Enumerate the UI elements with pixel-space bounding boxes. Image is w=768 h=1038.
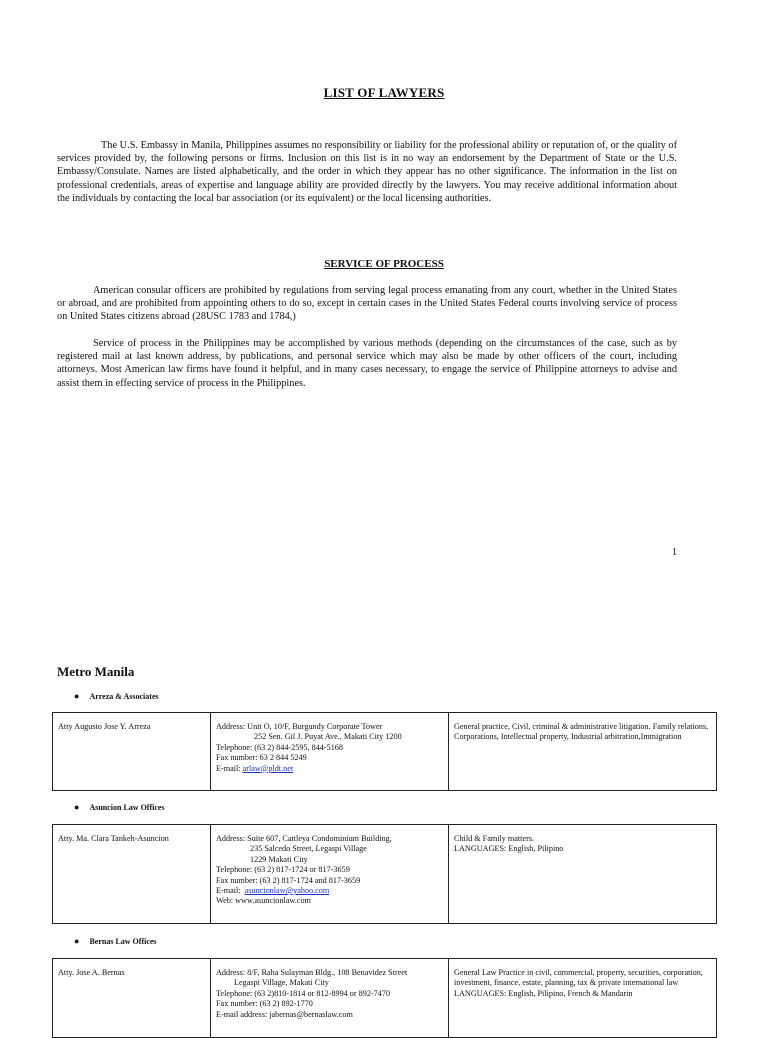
practice-cell bbox=[449, 713, 717, 791]
firm-heading bbox=[74, 691, 159, 701]
email-label: E-mail: bbox=[216, 886, 241, 896]
fax-line: Fax number: (63 2) 892-1770 bbox=[216, 999, 313, 1009]
address-line: Address: Suite 607, Cattleya Condominium Building, bbox=[216, 834, 392, 843]
address-line: Address: 8/F, Raha Sulayman Bldg., 108 Benavidez Street bbox=[216, 968, 408, 977]
email-line bbox=[216, 764, 443, 774]
practice-areas: Child & Family matters. bbox=[454, 834, 535, 843]
lawyer-name-cell bbox=[53, 959, 211, 1038]
practice-areas: General Law Practice in civil, commercial, property, securities, corporation, investment, finance, estate, planning, tax & private international law bbox=[454, 968, 703, 988]
firm-heading bbox=[74, 802, 165, 812]
practice-cell bbox=[449, 959, 717, 1038]
address-line: Legaspi Village, Makati City bbox=[234, 978, 329, 988]
address-line: 235 Salcedo Street, Legaspi Village bbox=[250, 844, 367, 854]
page-number: 1 bbox=[672, 547, 677, 558]
email-link[interactable]: asuncionlaw@yahoo.com bbox=[244, 886, 330, 896]
lawyer-entry-table bbox=[52, 712, 717, 791]
phone-line: Telephone: (63 2) 844-2595, 844-5168 bbox=[216, 742, 343, 752]
page-title: LIST OF LAWYERS bbox=[323, 85, 445, 100]
address-line: Address: Unit O, 10/F, Burgundy Corporate Tower bbox=[216, 722, 383, 731]
lawyer-name: Atty. Jose A. Bernas bbox=[58, 968, 125, 977]
web-line: Web: www.asuncionlaw.com bbox=[216, 896, 311, 906]
service-paragraph-1: American consular officers are prohibited by regulations from serving legal process emanating from any court, whether in the United States or abroad, and are prohibited from appointing others to do so, except in certain cases in the United States Federal courts involving service of process on United States citizens abroad (28USC 1783 and 1784,) bbox=[57, 285, 677, 323]
phone-line: Telephone: (63 2)810-1814 or 812-8994 or 892-7470 bbox=[216, 988, 391, 998]
fax-line: Fax number: (63 2) 817-1724 and 817-3659 bbox=[216, 875, 361, 885]
address-line: 252 Sen. Gil J. Puyat Ave., Makati City 1200 bbox=[254, 732, 402, 742]
service-of-process-heading: SERVICE OF PROCESS bbox=[324, 258, 444, 270]
address-line: 1229 Makati City bbox=[250, 854, 308, 864]
firm-heading bbox=[74, 936, 157, 946]
firm-name: Bernas Law Offices bbox=[89, 937, 157, 946]
firm-name: Arreza & Associates bbox=[89, 692, 159, 701]
email-label: E-mail: bbox=[216, 763, 241, 773]
email-line bbox=[216, 886, 443, 896]
contact-cell bbox=[211, 825, 449, 924]
fax-line: Fax number: 63 2 844 5249 bbox=[216, 753, 307, 763]
table-row bbox=[53, 825, 717, 924]
firm-name: Asuncion Law Offices bbox=[89, 803, 165, 812]
service-paragraph-2: Service of process in the Philippines may be accomplished by various methods (depending on the circumstances of the case, such as by registered mail at last known address, by publications, and personal service which may also be made by other officers of the court, including attorneys. Most American law firms have found it helpful, and in many cases necessary, to engage the service of Philippine attorneys to advise and assist them in effecting service of process in the Philippines. bbox=[57, 338, 677, 389]
lawyer-name-cell bbox=[53, 825, 211, 924]
email-line: E-mail address: jabernas@bernaslaw.com bbox=[216, 1009, 353, 1019]
bullet-icon: ● bbox=[74, 936, 80, 946]
phone-line: Telephone: (63 2) 817-1724 or 817-3659 bbox=[216, 865, 350, 875]
bullet-icon: ● bbox=[74, 802, 80, 812]
table-row bbox=[53, 959, 717, 1038]
lawyer-name: Atty Augusto Jose Y. Arreza bbox=[58, 722, 151, 731]
contact-cell bbox=[211, 713, 449, 791]
table-row bbox=[53, 713, 717, 791]
lawyer-name: Atty. Ma. Clara Tankeh-Asuncion bbox=[58, 834, 169, 843]
disclaimer-paragraph: The U.S. Embassy in Manila, Philippines assumes no responsibility or liability for the professional ability or reputation of, or the quality of services provided by, the following persons or firms. Inclusion on this list is in no way an endorsement by the Department of State or the U.S. Embassy/Consulate. Names are listed alphabetically, and the order in which they appear has no other significance. The information in the list on professional credentials, areas of expertise and language ability are provided directly by the lawyers. You may receive additional information about the individuals by contacting the local bar association (or its equivalent) or the local licensing authorities. bbox=[57, 140, 677, 204]
languages: LANGUAGES: English, Pilipino, French & Mandarin bbox=[454, 988, 633, 998]
languages: LANGUAGES: English, Pilipino bbox=[454, 844, 564, 854]
practice-areas: General practice, Civil, criminal & administrative litigation. Family relations, Corporations, Intellectual property, Industrial arbitration,Immigration bbox=[454, 722, 709, 742]
contact-cell bbox=[211, 959, 449, 1038]
lawyer-entry-table bbox=[52, 824, 717, 924]
region-heading: Metro Manila bbox=[57, 664, 135, 679]
lawyer-entry-table bbox=[52, 958, 717, 1038]
email-link[interactable]: arlaw@pldt.net bbox=[242, 763, 294, 773]
lawyer-name-cell bbox=[53, 713, 211, 791]
practice-cell bbox=[449, 825, 717, 924]
bullet-icon: ● bbox=[74, 691, 80, 701]
